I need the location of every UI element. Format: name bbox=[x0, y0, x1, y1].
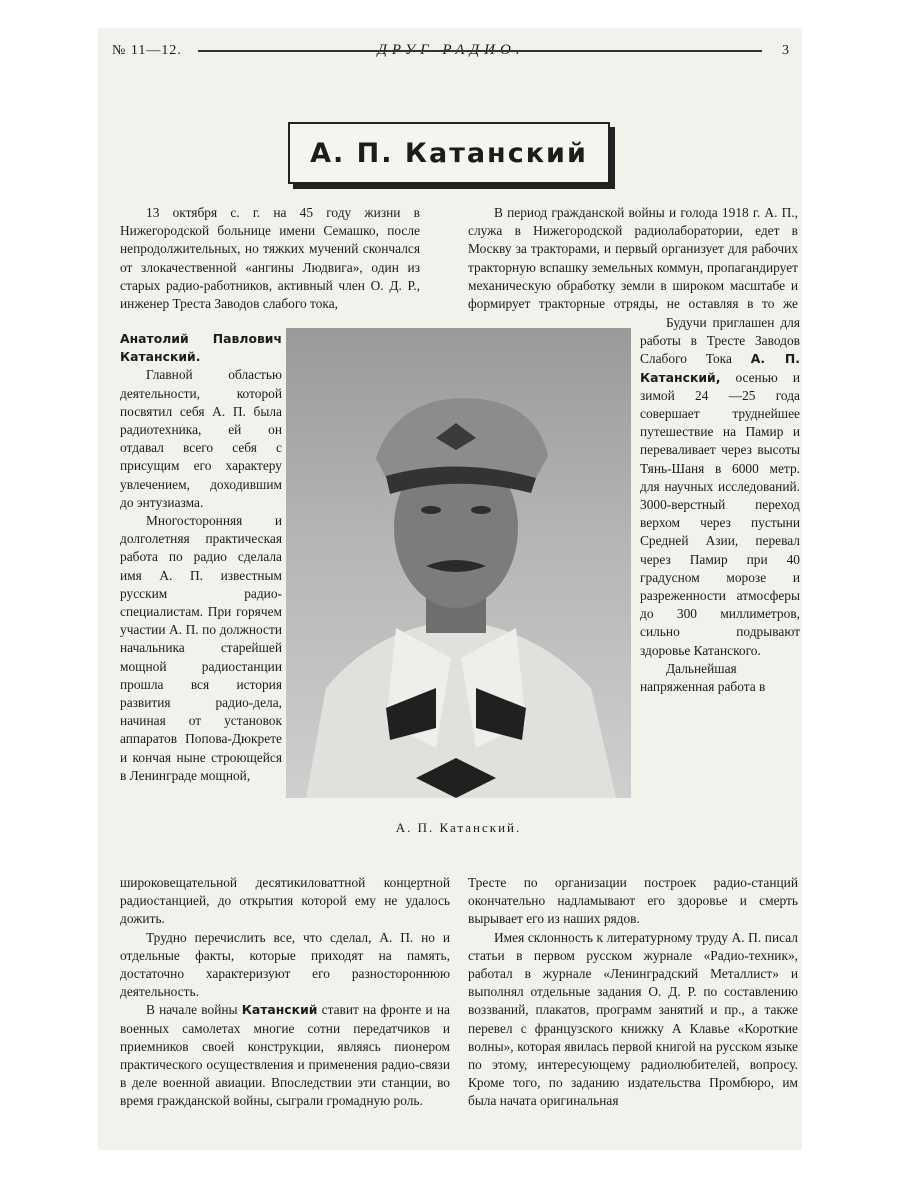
issue-number: № 11—12. bbox=[112, 43, 182, 58]
page-header bbox=[112, 40, 790, 64]
portrait-illustration bbox=[286, 328, 631, 798]
paragraph: Дальнейшая напряженная работа в bbox=[640, 660, 766, 695]
paragraph: Будучи приглашен для работы в Тресте Заводов Слабого Тока А. П. Катанский, осенью и зимой 24 —25 года совершает труднейшее путешествие на Памир и переваливает через высоты Тянь-Шаня в 6000 метр. для научных исследований. 3000-верстный переход верхом через пустыни Средней Азии, перевал через Памир при 40 градусном морозе и разреженности атмосферы до 300 миллиметров, сильно подрывают здоровье Катанского. bbox=[640, 315, 800, 658]
right-column-bottom bbox=[468, 874, 798, 1111]
magazine-page bbox=[98, 28, 802, 1150]
left-column-bottom bbox=[120, 874, 450, 1111]
left-column-narrow bbox=[120, 330, 282, 785]
deceased-name: Анатолий Павлович Катанский. bbox=[120, 331, 282, 365]
paragraph: Тресте по организации построек радио-станций окончательно надламывают его здоровье и смерть вырывает его из наших рядов. bbox=[468, 875, 798, 927]
right-column-top bbox=[468, 204, 798, 314]
paragraph: Трудно перечислить все, что сделал, А. П. но и отдельные факты, которые приходят на память, достаточно характеризуют его разностороннюю деятельность. bbox=[120, 929, 450, 1000]
left-column-top bbox=[120, 204, 420, 313]
paragraph: В период гражданской войны и голода 1918 г. А. П., служа в Нижегородской радиолаборатории, едет в Москву за тракторами, и первый организует для рабочих тракторную вспашку земельных коммун, пропагандирует механическую обработку земли в широком масштабе и формирует тракторные отряды, не оставляя в то же bbox=[468, 205, 798, 312]
paragraph: Многосторонняя и долголетняя практическая работа по радио сделала имя А. П. известным русским радио-специалистам. При горячем участии А. П. по должности начальника старейшей мощной радиостанции прошла вся история развития радио-дела, начиная от установок аппаратов Попова-Дюкрете и кончая ныне строющейся в Ленинграде мощной, bbox=[120, 513, 282, 783]
paragraph: 13 октября с. г. на 45 году жизни в Нижегородской больнице имени Семашко, после непродолжительных, но тяжких мучений скончался от злокачественной «ангины Людвига», один из старых радио-работников, активный член О. Д. Р., инженер Треста Заводов слабого тока, bbox=[120, 205, 420, 312]
portrait-photo bbox=[286, 328, 631, 798]
photo-caption: А. П. Катанский. bbox=[395, 820, 522, 835]
article-title: А. П. Катанский bbox=[310, 137, 588, 169]
header-rule bbox=[198, 50, 762, 52]
paragraph: Имея склонность к литературному труду А. П. писал статьи в первом русском журнале «Радио-техник», работал в журнале «Ленинградский Металлист» и выполнял отдельные задания О. Д. Р. по составлению воззваний, плакатов, программ занятий и пр., а также перевел с французского книжку А Клавье «Короткие волны», которая явилась первой книгой на русском языке по этому, интересующему радиолюбителей, вопросу. Кроме того, по заданию издательства Промбюро, им была начата оригинальная bbox=[468, 929, 798, 1109]
magazine-title: ДРУГ РАДИО. bbox=[377, 42, 525, 58]
paragraph: В начале войны Катанский ставит на фронте и на военных самолетах многие сотни передатчиков и приемников своей конструкции, являясь пионером практического осуществления и применения радио-связи в деле военной авиации. Впоследствии эти станции, во время гражданской войны, сыграли громадную роль. bbox=[120, 1002, 450, 1109]
article-title-box bbox=[288, 122, 610, 184]
paragraph: широковещательной десятикиловаттной концертной радиостанцией, до открытия которой ему не удалось дожить. bbox=[120, 875, 450, 927]
page-number: 3 bbox=[782, 43, 790, 58]
right-column-narrow bbox=[640, 314, 800, 696]
paragraph: Главной областью деятельности, которой посвятил себя А. П. была радиотехника, ей он отдавал всего себя с присущим его характеру увлечением, доходившим до энтузиазма. bbox=[120, 367, 282, 510]
